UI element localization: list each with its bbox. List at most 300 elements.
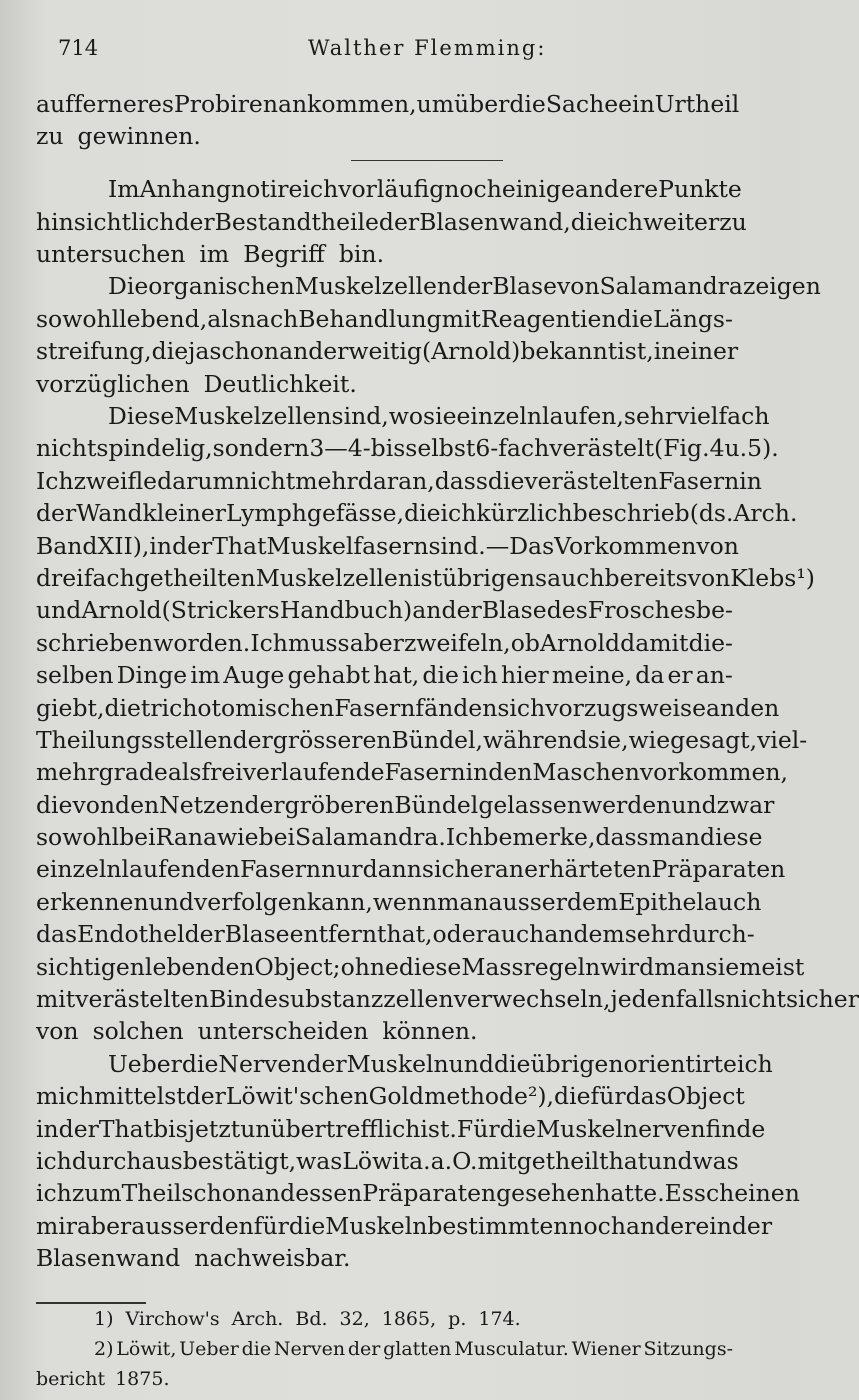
word: grade [98, 758, 168, 787]
word: untersuchen [36, 240, 186, 269]
word: gröberen [284, 790, 395, 819]
text-line [36, 335, 739, 367]
word: O. [452, 1147, 478, 1175]
word: zu [719, 207, 747, 236]
word: auch [547, 563, 605, 592]
word: bei [119, 823, 156, 852]
word: (Fig. [654, 434, 710, 463]
word: Behandlung [298, 304, 442, 333]
word: verfolgen [193, 887, 307, 916]
word: Theil [121, 1179, 182, 1208]
text-line [36, 983, 859, 1015]
word: als [207, 304, 241, 333]
footnote-word: p. [448, 1308, 467, 1330]
word: Es [664, 1179, 694, 1208]
word: Fasern [384, 758, 466, 787]
text-line [36, 918, 755, 950]
word: sie [423, 402, 457, 431]
word: orientirte [623, 1049, 737, 1078]
word: durch- [677, 920, 755, 949]
footnote-word: Bd. [295, 1308, 328, 1330]
footnote-word: Löwit, [116, 1338, 177, 1360]
word: an [544, 920, 574, 949]
word: aber [349, 628, 404, 657]
word: Vorkommen [554, 531, 697, 560]
word: 6-fach [475, 434, 550, 463]
footnote-line [36, 1364, 733, 1394]
page-number: 714 [58, 36, 99, 60]
word: Auge [223, 661, 285, 690]
word: an [494, 855, 525, 884]
text-line [36, 173, 742, 205]
word: Object [666, 1082, 745, 1111]
footnote-word: 2) [94, 1338, 114, 1360]
word: verästelten [524, 466, 659, 495]
word: Probiren [173, 90, 278, 118]
word: gelassen [478, 790, 582, 819]
page-header [58, 36, 740, 72]
word: übrigen [530, 1049, 624, 1078]
word: gesagt, [670, 725, 758, 754]
word: darum [157, 466, 235, 495]
footnote-word: 1865, [381, 1308, 437, 1330]
word: schon [181, 1179, 252, 1208]
word: lebend, [119, 304, 208, 333]
word: Ich [445, 823, 484, 852]
word: in [739, 466, 762, 495]
footnote-word: Ueber [179, 1338, 239, 1360]
text-line [36, 853, 786, 885]
word: nach [240, 304, 299, 333]
word: ja [188, 337, 210, 366]
word: Anhang [139, 175, 232, 204]
word: der [174, 207, 215, 236]
word: solchen [92, 1017, 184, 1046]
word: ist. [420, 1114, 457, 1143]
word: um [416, 90, 455, 118]
word: zeigen [742, 272, 821, 301]
word: getheilten [134, 563, 256, 592]
word: ob [510, 628, 540, 657]
word: zwar [716, 790, 775, 819]
word: Bindesubstanzzellen [209, 985, 454, 1014]
word: die [36, 790, 73, 819]
word: die [554, 1082, 591, 1111]
word: That [98, 1114, 154, 1143]
text-line [36, 821, 763, 853]
word: Begriff [243, 240, 325, 269]
word: ohne [340, 952, 399, 981]
word: wie [216, 823, 259, 852]
word: der [172, 531, 213, 560]
word: sowohl [36, 823, 120, 852]
word: werden [581, 790, 672, 819]
word: XII), [97, 531, 150, 560]
word: be- [696, 596, 733, 625]
word: vorzugsweise [545, 693, 707, 722]
word: ist [412, 563, 443, 592]
footnote-word: 174. [478, 1308, 521, 1330]
word: in [149, 531, 173, 560]
word: diese [700, 823, 763, 852]
word: diese [398, 952, 462, 981]
word: den [735, 693, 780, 722]
text-line [36, 1048, 773, 1080]
word: man [648, 823, 701, 852]
word: beschrieb [572, 499, 690, 528]
word: auf [36, 90, 74, 118]
word: der [184, 920, 225, 949]
word: und [148, 887, 194, 916]
text-line [36, 1210, 773, 1242]
word: in [465, 758, 489, 787]
text-line [36, 886, 762, 918]
text-line [36, 303, 733, 335]
word: die [499, 1114, 537, 1143]
word: einzeln [36, 855, 122, 884]
text-line [36, 432, 779, 464]
text-line [36, 692, 780, 724]
body-text [36, 88, 859, 1275]
word: ich [607, 207, 644, 236]
word: Nerven [218, 1049, 307, 1078]
word: notire [231, 175, 303, 204]
word: 5). [747, 434, 779, 463]
word: die [509, 90, 546, 118]
word: des [546, 596, 588, 625]
word: sind, [331, 402, 389, 431]
word: einzeln [456, 402, 543, 431]
word: 4 [709, 434, 725, 463]
word: hinsichtlich [36, 207, 175, 236]
word: was [296, 1147, 343, 1175]
word: wo [388, 402, 424, 431]
word: ich [462, 661, 498, 690]
word: ich [302, 175, 339, 204]
text-line [36, 1145, 739, 1177]
text-line [36, 756, 788, 788]
word: und [671, 790, 717, 819]
text-line [36, 1015, 733, 1047]
word: und [647, 1147, 693, 1175]
text-line [36, 1242, 733, 1274]
word: (Strickers [161, 596, 280, 625]
word: bis [370, 434, 406, 463]
word: meist [739, 952, 805, 981]
word: Blase [481, 596, 547, 625]
word: können. [382, 1017, 478, 1046]
word: mich [36, 1082, 95, 1111]
word: im [190, 661, 221, 690]
word: ankommen, [277, 90, 417, 118]
word: von [696, 531, 739, 560]
word: zweifeln, [403, 628, 511, 657]
text-line [36, 400, 770, 432]
word: dass [434, 466, 488, 495]
word: Theilungsstellen [36, 725, 233, 754]
word: a. [409, 1147, 431, 1175]
footnote-word: Musculatur. [454, 1338, 569, 1360]
word: Massregeln [461, 952, 601, 981]
word: sichtigen [36, 952, 145, 981]
word: vielfach [676, 402, 770, 431]
text-line [36, 465, 762, 497]
word: sie [705, 952, 740, 981]
word: verästelt [549, 434, 655, 463]
word: die [404, 499, 441, 528]
word: Bündel, [391, 725, 484, 754]
word: der [378, 207, 420, 236]
word: erkennen [36, 887, 149, 916]
word: Fasern [240, 855, 322, 884]
word: Ich [250, 628, 288, 657]
running-title: Walther Flemming: [308, 36, 547, 60]
word: unterscheiden [197, 1017, 369, 1046]
word: schon [209, 337, 280, 366]
word: an- [695, 661, 733, 690]
word: jedenfalls [610, 985, 726, 1014]
word: bestimmten [427, 1211, 569, 1240]
word: zu [36, 122, 64, 151]
word: viel- [757, 725, 808, 754]
word: den [488, 758, 533, 787]
word: kleiner [142, 499, 226, 528]
word: das [36, 920, 78, 949]
word: entfernt [289, 920, 387, 949]
word: ist, [617, 337, 654, 366]
word: die [616, 304, 654, 333]
text-line [36, 88, 740, 120]
text-line [36, 1080, 745, 1112]
footnote-word: bericht [36, 1368, 106, 1390]
word: sind. [428, 531, 486, 560]
word: verlaufende [242, 758, 385, 787]
text-line [36, 627, 733, 659]
word: Lymphgefässe, [225, 499, 405, 528]
word: sehr [624, 920, 678, 949]
word: Fasern [658, 466, 740, 495]
word: Löwit [342, 1147, 410, 1175]
word: sicher [421, 855, 495, 884]
footnotes [36, 1304, 733, 1394]
word: bestätigt, [182, 1147, 297, 1175]
word: übrigens [442, 563, 548, 592]
word: sie, [587, 725, 629, 754]
word: als [167, 758, 202, 787]
word: nicht [234, 466, 296, 495]
word: Muskelnerven [536, 1114, 706, 1143]
word: 3—4- [309, 434, 371, 463]
word: verwechseln, [453, 985, 611, 1014]
spacer [36, 161, 733, 173]
word: ausser [488, 887, 567, 916]
text-line [36, 1113, 766, 1145]
word: andere [625, 1211, 710, 1240]
footnote-word: die [241, 1338, 272, 1360]
word: was [692, 1147, 739, 1175]
footnote-word: Virchow's [125, 1308, 220, 1330]
word: zum [71, 1179, 122, 1208]
word: von [557, 272, 600, 301]
footnote-word: 32, [339, 1308, 370, 1330]
text-line [36, 659, 733, 691]
word: bekannt [520, 337, 618, 366]
word: scheinen [693, 1179, 800, 1208]
word: vorläufig [338, 175, 445, 204]
word: während [483, 725, 588, 754]
word: nicht [36, 434, 97, 463]
word: anderweitig [279, 337, 422, 366]
word: jetzt [187, 1114, 241, 1143]
word: damit [620, 628, 689, 657]
word: gesehen [496, 1179, 596, 1208]
word: Das [509, 531, 555, 560]
word: Dinge [116, 661, 188, 690]
word: dreifach [36, 563, 135, 592]
footnote-line [36, 1334, 733, 1364]
word: dem [573, 920, 625, 949]
word: selbst [405, 434, 476, 463]
word: schrieben [36, 628, 154, 657]
footnote-word: 1) [94, 1308, 114, 1330]
word: ich [36, 1147, 72, 1175]
text-line [36, 270, 821, 302]
word: mit [36, 985, 76, 1014]
word: Ueber [108, 1049, 182, 1078]
word: an [706, 693, 736, 722]
word: der [58, 1114, 99, 1143]
word: zweifle [73, 466, 158, 495]
word: Handbuch) [279, 596, 413, 625]
word: hat [608, 1147, 648, 1175]
word: oder [432, 920, 487, 949]
word: sondern [212, 434, 310, 463]
word: in [653, 337, 677, 366]
word: noch [568, 1211, 626, 1240]
word: der [306, 1049, 347, 1078]
word: Blasenwand, [419, 207, 571, 236]
word: auch [486, 920, 545, 949]
footnote-word: Wiener [571, 1338, 641, 1360]
word: dessen [280, 1179, 363, 1208]
word: für [590, 1082, 626, 1111]
word: ich [736, 1049, 773, 1078]
word: die [151, 337, 189, 366]
word: — [485, 531, 510, 560]
text-line [36, 789, 775, 821]
word: in [36, 1114, 59, 1143]
word: dass [595, 823, 649, 852]
word: hat, [373, 661, 420, 690]
word: den [115, 790, 160, 819]
word: Fasern [334, 693, 416, 722]
footnote-word: Nerven [273, 1338, 346, 1360]
footnote-word: der [347, 1338, 381, 1360]
word: Die [108, 272, 149, 301]
word: über [454, 90, 510, 118]
word: sowohl [36, 304, 120, 333]
word: Bündel [394, 790, 479, 819]
word: unübertrefflich [240, 1114, 421, 1143]
word: selben [36, 661, 114, 690]
text-line [36, 530, 739, 562]
word: That [212, 531, 267, 560]
word: Blasenwand [36, 1244, 181, 1273]
word: wenn [372, 887, 438, 916]
word: das [625, 1082, 667, 1111]
word: gewinnen. [77, 122, 201, 151]
word: nachweisbar. [194, 1244, 351, 1273]
word: mehr [295, 466, 358, 495]
word: an [412, 596, 442, 625]
word: Blase [492, 272, 558, 301]
text-line [36, 120, 733, 152]
word: der [244, 790, 285, 819]
word: sehr [623, 402, 677, 431]
word: die [104, 693, 141, 722]
word: bis [153, 1114, 188, 1143]
word: Endothel [77, 920, 185, 949]
word: die- [688, 628, 733, 657]
word: wie [628, 725, 671, 754]
word: Muskelzellen [255, 563, 413, 592]
word: hatte. [595, 1179, 665, 1208]
word: die [422, 661, 459, 690]
word: mit [441, 304, 481, 333]
word: von [72, 790, 116, 819]
word: noch [444, 175, 502, 204]
word: man [654, 952, 706, 981]
word: Reagentien [480, 304, 617, 333]
word: man [437, 887, 489, 916]
word: wird [600, 952, 655, 981]
word: mitgetheilt [477, 1147, 609, 1175]
footnote-line [36, 1304, 733, 1334]
word: hier [500, 661, 549, 690]
word: die [570, 207, 608, 236]
word: Maschen [532, 758, 640, 787]
word: im [199, 240, 230, 269]
text-line [36, 594, 733, 626]
word: Arnold [540, 628, 621, 657]
word: Klebs¹) [730, 563, 815, 592]
word: Ich [36, 466, 74, 495]
text-line [36, 562, 815, 594]
word: Punkte [658, 175, 742, 204]
word: bin. [338, 240, 385, 269]
word: worden. [153, 628, 251, 657]
footnote-word: Sitzungs- [643, 1338, 733, 1360]
word: der [441, 596, 482, 625]
text-line [36, 1177, 800, 1209]
word: Blase [224, 920, 290, 949]
word: bei [258, 823, 295, 852]
word: andere [574, 175, 659, 204]
word: mittelst [94, 1082, 186, 1111]
word: einige [501, 175, 575, 204]
word: auch [703, 887, 762, 916]
word: hat, [386, 920, 433, 949]
word: nicht [725, 985, 786, 1014]
word: Goldmethode²), [368, 1082, 555, 1111]
word: der [731, 1211, 773, 1240]
word: aber [77, 1211, 132, 1240]
word: der [185, 1082, 226, 1111]
word: gehabt [287, 661, 371, 690]
word: Längs- [653, 304, 733, 333]
word: Bestandtheile [214, 207, 379, 236]
footnote-word: 1875. [115, 1368, 170, 1390]
